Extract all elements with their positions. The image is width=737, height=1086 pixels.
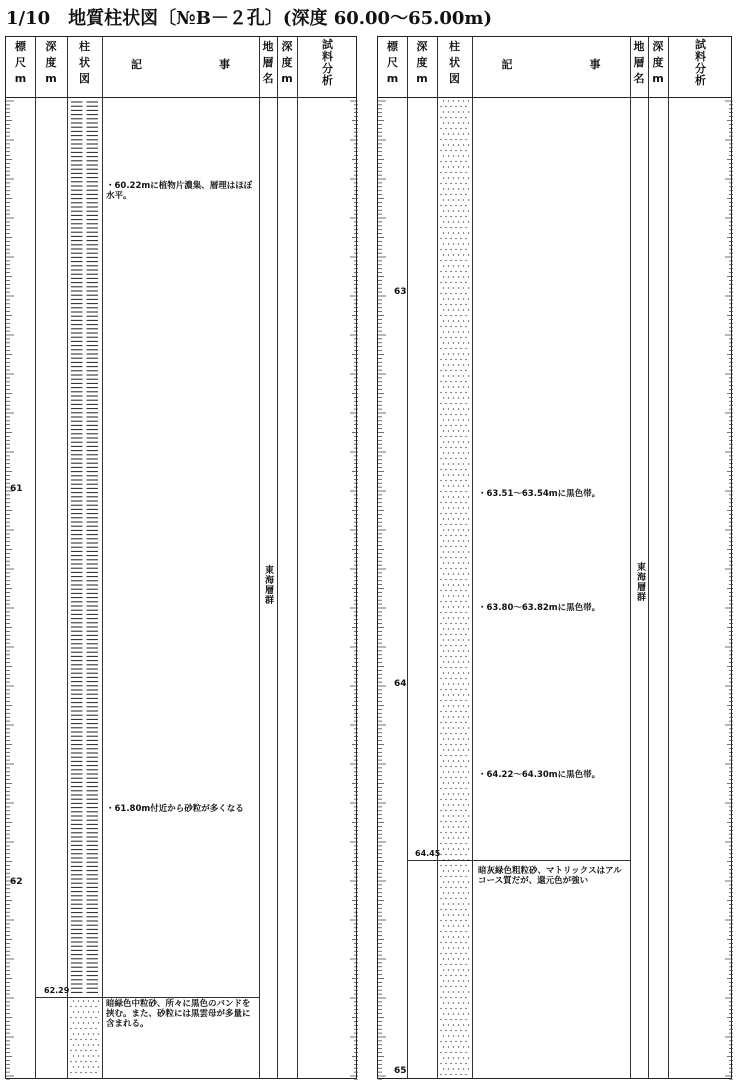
scale-label: 65 <box>394 1066 407 1076</box>
header-formation: 地 層 名 <box>633 40 645 85</box>
scale-label: 61 <box>10 484 23 494</box>
header-column: 柱 状 図 <box>79 40 90 85</box>
header-analysis: 試 料 分 析 <box>322 38 333 87</box>
note-item: ・63.80～63.82mに黒色帯。 <box>478 603 601 613</box>
header-formation-depth: 深 度 m <box>281 40 293 85</box>
header-analysis: 試 料 分 析 <box>695 38 706 87</box>
formation-name: 東海層群 <box>635 562 645 602</box>
scale-label: 63 <box>394 287 407 297</box>
header-formation: 地 層 名 <box>262 40 274 85</box>
note-item: 暗緑色中粒砂、所々に黒色のバンドを挟む。また、砂粒には黒雲母が多量に含まれる。 <box>106 999 251 1029</box>
page-title: 1/10 地質柱状図〔№B－２孔〕(深度 60.00〜65.00m) <box>6 8 492 29</box>
scale-label: 64 <box>394 679 407 689</box>
boundary-depth: 62.29 <box>44 986 70 995</box>
header-description: 記 事 <box>501 58 601 71</box>
header-depth: 深 度 m <box>45 40 57 85</box>
header-description: 記 事 <box>131 58 230 71</box>
formation-name: 東海層群 <box>263 565 273 605</box>
header-formation-depth: 深 度 m <box>652 40 664 85</box>
right-log-panel <box>377 36 732 1079</box>
scale-label: 62 <box>10 877 23 887</box>
header-scale: 標 尺 m <box>386 40 399 85</box>
left-log-panel <box>5 36 357 1079</box>
note-item: 暗灰緑色粗粒砂、マトリックスはアルコース質だが、還元色が強い <box>478 866 622 886</box>
note-item: ・64.22～64.30mに黒色帯。 <box>478 770 601 780</box>
header-scale: 標 尺 m <box>14 40 27 85</box>
note-item: ・63.51～63.54mに黒色帯。 <box>478 489 601 499</box>
header-column: 柱 状 図 <box>449 40 460 85</box>
note-item: ・60.22mに植物片濃集、層理はほぼ水平。 <box>106 181 253 201</box>
boundary-depth: 64.45 <box>415 849 441 858</box>
note-item: ・61.80m付近から砂粒が多くなる <box>106 804 244 814</box>
header-depth: 深 度 m <box>416 40 428 85</box>
